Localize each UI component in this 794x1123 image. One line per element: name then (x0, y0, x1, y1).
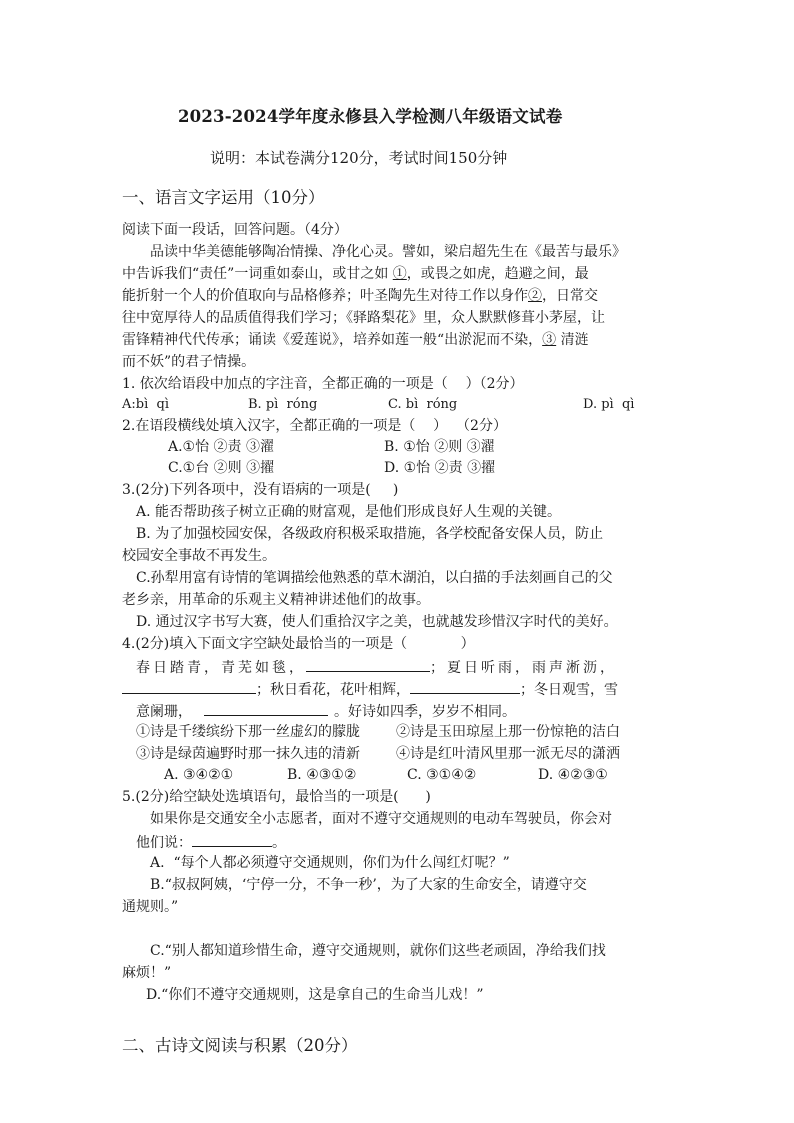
exam-instructions: 说明：本试卷满分120分，考试时间150分钟 (210, 149, 508, 167)
q4-sentence-1: ①诗是千缕缤纷下那一丝虚幻的朦胧 (136, 724, 360, 740)
q4-choice-b: B. ④③①② (287, 767, 357, 783)
q3-option-b-line-2: 校园安全事故不再发生。 (122, 548, 276, 564)
q4-choice-c: C. ③①④② (407, 767, 477, 783)
q1-option-c: C. bì róng (388, 397, 458, 412)
question-3-stem: 3.(2分)下列各项中，没有语病的一项是( ) (122, 482, 399, 498)
q2-option-b: B. ①怡 ②则 ③濯 (384, 439, 495, 455)
passage-line-2: 中告诉我们“责任”一词重如泰山，或甘之如 ①，或畏之如虎，趋避之间，最 (122, 266, 589, 282)
q3-option-d: D. 通过汉字书写大赛，使人们重拾汉字之美，也就越发珍惜汉字时代的美好。 (136, 614, 618, 630)
q1-option-d: D. pì qì (583, 397, 635, 412)
q4-sentence-2: ②诗是玉田琼屋上那一份惊艳的洁白 (396, 724, 620, 740)
q2-option-a: A.①怡 ②责 ③濯 (168, 439, 275, 455)
q3-option-a: A. 能否帮助孩子树立正确的财富观，是他们形成良好人生观的关键。 (136, 504, 562, 520)
q5-option-d: D.“你们不遵守交通规则，这是拿自己的生命当儿戏！” (146, 987, 484, 1003)
question-4-stem: 4.(2分)填入下面文字空缺处最恰当的一项是（ ） (122, 636, 475, 652)
passage-line-5: 雷锋精神代代传承；诵读《爱莲说》，培养如莲一般“出淤泥而不染，③ 清涟 (122, 332, 589, 348)
question-2-stem: 2.在语段横线处填入汉字，全都正确的一项是（ ） （2分） (122, 418, 507, 434)
q4-sentence-3: ③诗是绿茵遍野时那一抹久违的清新 (136, 746, 360, 762)
q4-sentence-4: ④诗是红叶清风里那一派无尽的潇洒 (396, 746, 620, 762)
q5-option-c-line-2: 麻烦！” (122, 965, 172, 981)
blank-2: ② (528, 288, 542, 304)
q3-option-c-line-1: C.孙犁用富有诗情的笔调描绘他熟悉的草木湖泊，以白描的手法刻画自己的父 (136, 570, 613, 586)
reading-lead: 阅读下面一段话，回答问题。（4分） (122, 222, 348, 238)
question-5-stem: 5.(2分)给空缺处选填语句，最恰当的一项是( ) (122, 789, 431, 805)
blank-1: ① (392, 266, 407, 282)
q5-scenario-line-2: 他们说： 。 (136, 832, 286, 852)
section-1-heading: 一、语言文字运用（10分） (122, 188, 325, 207)
passage-line-3: 能折射一个人的价值取向与品格修养；叶圣陶先生对待工作以身作②，日常交 (122, 288, 598, 304)
passage-line-1: 品读中华美德能够陶冶情操、净化心灵。譬如，梁启超先生在《最苦与最乐》 (150, 244, 626, 260)
q2-option-d: D. ①怡 ②责 ③擢 (384, 460, 496, 476)
q3-option-b-line-1: B. 为了加强校园安保，各级政府积极采取措施，各学校配备安保人员，防止 (136, 526, 604, 542)
q4-choice-d: D. ④②③① (538, 767, 608, 783)
q4-choice-a: A. ③④②① (164, 767, 234, 783)
section-2-heading: 二、古诗文阅读与积累（20分） (122, 1036, 358, 1055)
q2-option-c: C.①台 ②则 ③擢 (168, 460, 275, 476)
q3-option-c-line-2: 老乡亲，用革命的乐观主义精神讲述他们的故事。 (122, 592, 430, 608)
page-title: 2023-2024学年度永修县入学检测八年级语文试卷 (178, 107, 563, 126)
blank-3: ③ (542, 332, 557, 348)
passage-line-6: 而不妖”的君子情操。 (122, 354, 256, 370)
q1-option-a: A:bì qì (122, 397, 169, 412)
q4-text-line-2: ；秋日看花，花叶相辉， ；冬日观雪，雪 (122, 679, 618, 699)
question-1-stem: 1. 依次给语段中加点的字注音，全都正确的一项是（ ）（2分） (122, 376, 524, 392)
q1-option-b: B. pì róng (248, 397, 318, 412)
q4-text-line-3: 意阑珊， 。好诗如四季，岁岁不相同。 (136, 701, 516, 721)
q5-option-b-line-2: 通规则。” (122, 899, 179, 915)
q5-option-c-line-1: C.“别人都知道珍惜生命，遵守交通规则，就你们这些老顽固，净给我们找 (150, 943, 606, 959)
q4-text-line-1: 春日踏青，青芜如毯， ；夏日听雨，雨声淅沥， (136, 657, 617, 677)
q5-option-b-line-1: B.“叔叔阿姨，‘宁停一分，不争一秒’，为了大家的生命安全，请遵守交 (150, 877, 587, 893)
q5-scenario-line-1: 如果你是交通安全小志愿者，面对不遵守交通规则的电动车驾驶员，你会对 (150, 811, 612, 827)
q5-option-a: A. “每个人都必须遵守交通规则，你们为什么闯红灯呢？” (150, 855, 510, 871)
passage-line-4: 往中宽厚待人的品质值得我们学习；《驿路梨花》里，众人默默修葺小茅屋，让 (122, 310, 605, 326)
